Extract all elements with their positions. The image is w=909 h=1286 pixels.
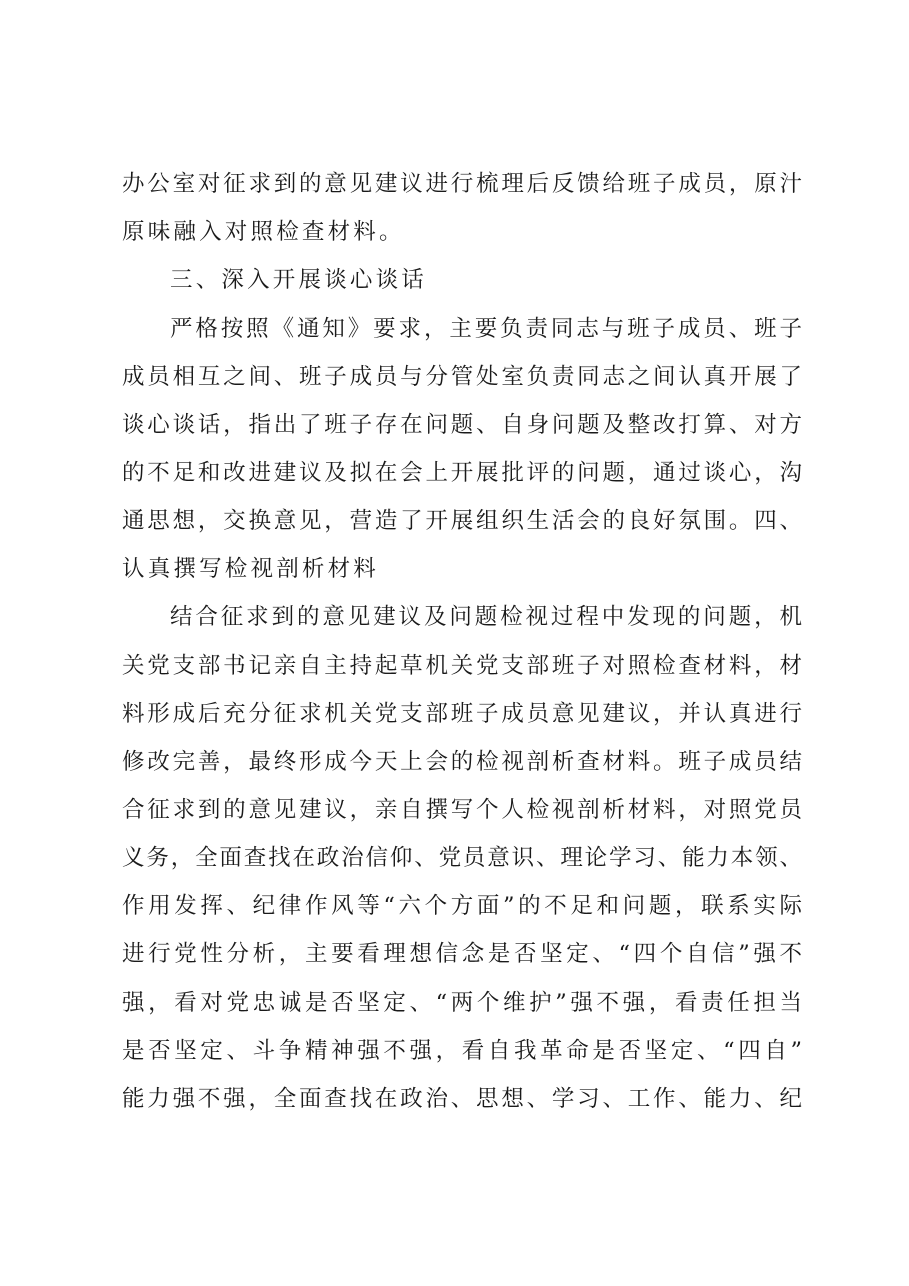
text-line: 料形成后充分征求机关党支部班子成员意见建议，并认真进行 xyxy=(122,701,802,727)
text-line: 成员相互之间、班子成员与分管处室负责同志之间认真开展了 xyxy=(122,364,802,390)
text-line: 是否坚定、斗争精神强不强，看自我革命是否坚定、“四自” xyxy=(122,1038,802,1064)
section-heading: 认真撰写检视剖析材料 xyxy=(122,556,380,582)
text-line: 谈心谈话，指出了班子存在问题、自身问题及整改打算、对方 xyxy=(122,412,802,438)
text-line: 通思想，交换意见，营造了开展组织生活会的良好氛围。四、 xyxy=(122,508,802,534)
text-line: 合征求到的意见建议，亲自撰写个人检视剖析材料，对照党员 xyxy=(122,797,802,823)
text-line: 结合征求到的意见建议及问题检视过程中发现的问题，机 xyxy=(170,604,802,630)
text-line: 能力强不强，全面查找在政治、思想、学习、工作、能力、纪 xyxy=(122,1086,802,1112)
text-line: 强，看对党忠诚是否坚定、“两个维护”强不强，看责任担当 xyxy=(122,990,802,1016)
text-line: 的不足和改进建议及拟在会上开展批评的问题，通过谈心，沟 xyxy=(122,460,802,486)
section-heading: 三、深入开展谈心谈话 xyxy=(170,267,428,293)
text-line: 义务，全面查找在政治信仰、党员意识、理论学习、能力本领、 xyxy=(122,845,802,871)
text-line: 关党支部书记亲自主持起草机关党支部班子对照检查材料，材 xyxy=(122,653,802,679)
text-line: 原味融入对照检查材料。 xyxy=(122,219,405,245)
text-line: 作用发挥、纪律作风等“六个方面”的不足和问题，联系实际 xyxy=(122,893,802,919)
text-line: 办公室对征求到的意见建议进行梳理后反馈给班子成员，原汁 xyxy=(122,171,802,197)
text-line: 严格按照《通知》要求，主要负责同志与班子成员、班子 xyxy=(170,316,802,342)
text-line: 修改完善，最终形成今天上会的检视剖析查材料。班子成员结 xyxy=(122,749,802,775)
text-line: 进行党性分析，主要看理想信念是否坚定、“四个自信”强不 xyxy=(122,941,802,967)
